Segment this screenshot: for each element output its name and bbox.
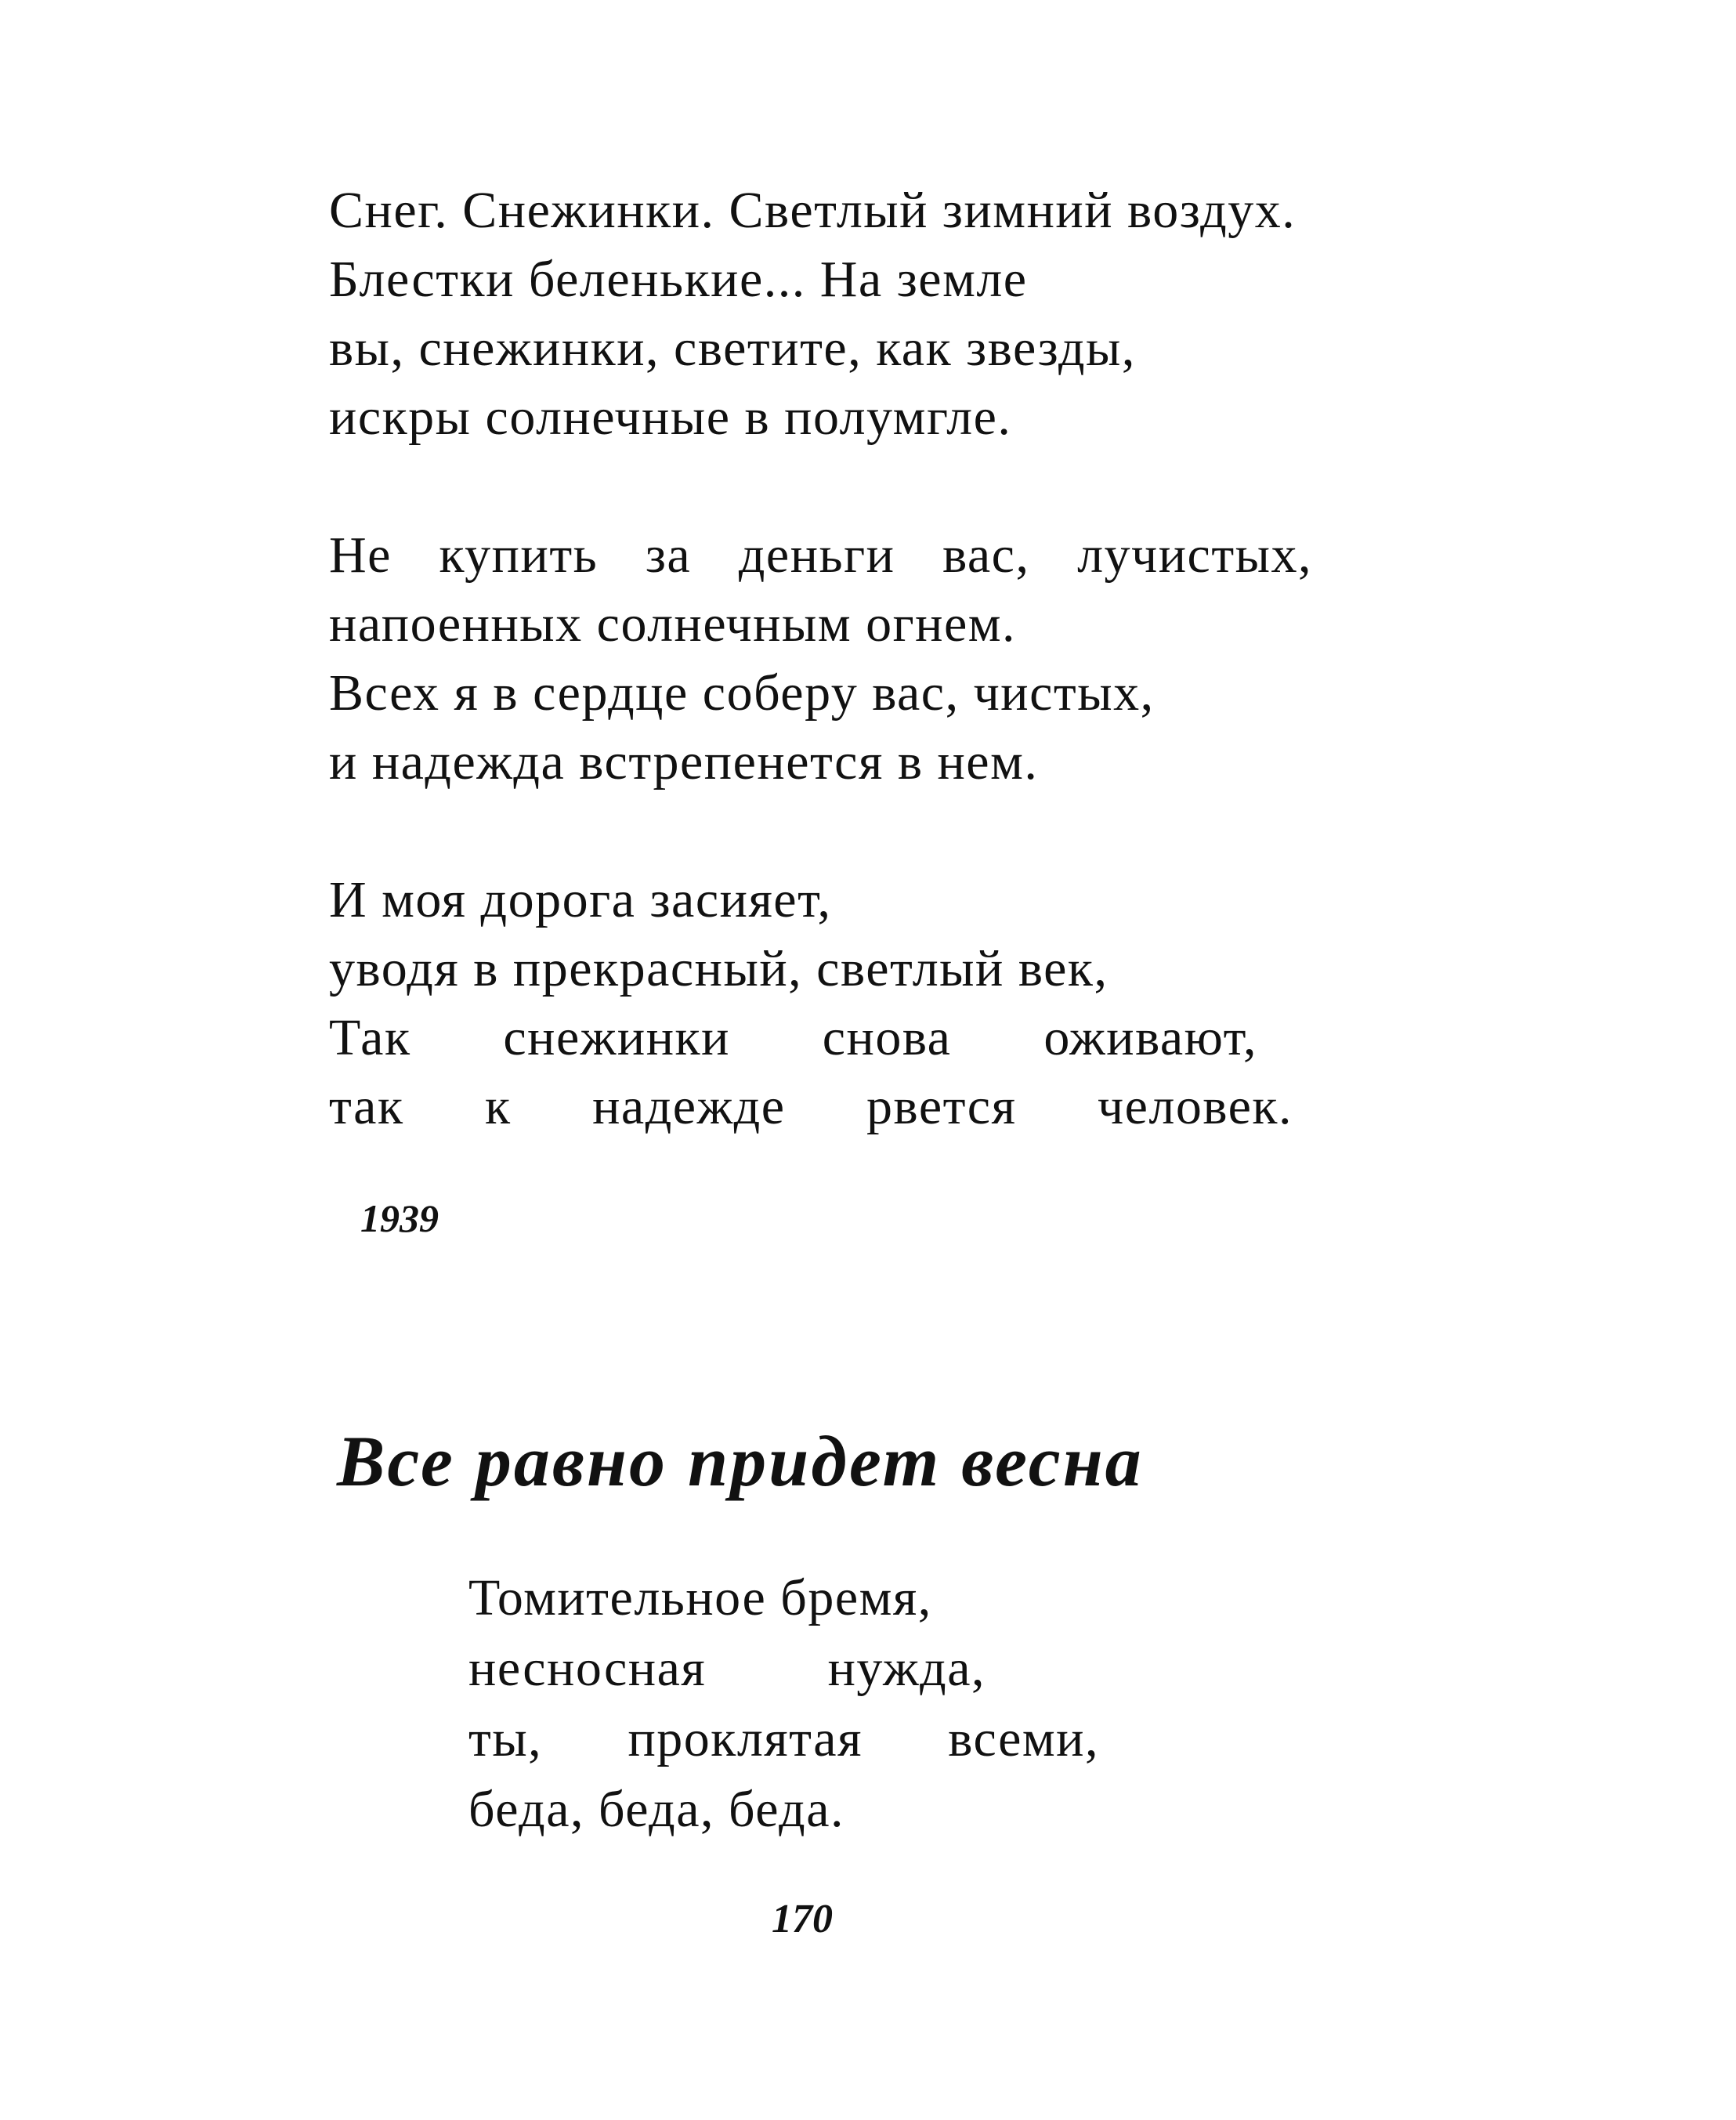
verse-line: вы, снежинки, светите, как звезды, [329,320,1136,377]
verse-line: И моя дорога засияет, [329,871,832,928]
verse-line: Всех я в сердце соберу вас, чистых, [329,664,1155,722]
stanza-2 [329,521,1465,797]
poem-title: Все равно придет весна [337,1421,1144,1501]
poem-year: 1939 [360,1196,439,1240]
poem-snowflakes [329,176,1465,1210]
verse-line: ты, проклятая всеми, [468,1710,1099,1767]
poem-spring [468,1563,1252,1845]
stanza-3 [329,866,1465,1141]
verse-line: искры солнечные в полумгле. [329,389,1012,446]
verse-line: уводя в прекрасный, светлый век, [329,940,1109,997]
verse-line: так к надежде рвется человек. [329,1078,1293,1135]
verse-line: беда, беда, беда. [468,1781,845,1838]
verse-line: Томительное бремя, [468,1569,932,1626]
verse-line: напоенных солнечным огнем. [329,595,1017,653]
verse-line: Блестки беленькие... На земле [329,251,1028,308]
verse-line: несносная нужда, [468,1640,986,1697]
page-number: 170 [772,1897,833,1941]
verse-line: Не купить за деньги вас, лучистых, [329,526,1312,584]
verse-line: и надежда встрепенется в нем. [329,733,1039,790]
verse-line: Так снежинки снова оживают, [329,1009,1257,1066]
stanza-1 [329,176,1465,452]
verse-line: Снег. Снежинки. Светлый зимний воздух. [329,182,1297,239]
